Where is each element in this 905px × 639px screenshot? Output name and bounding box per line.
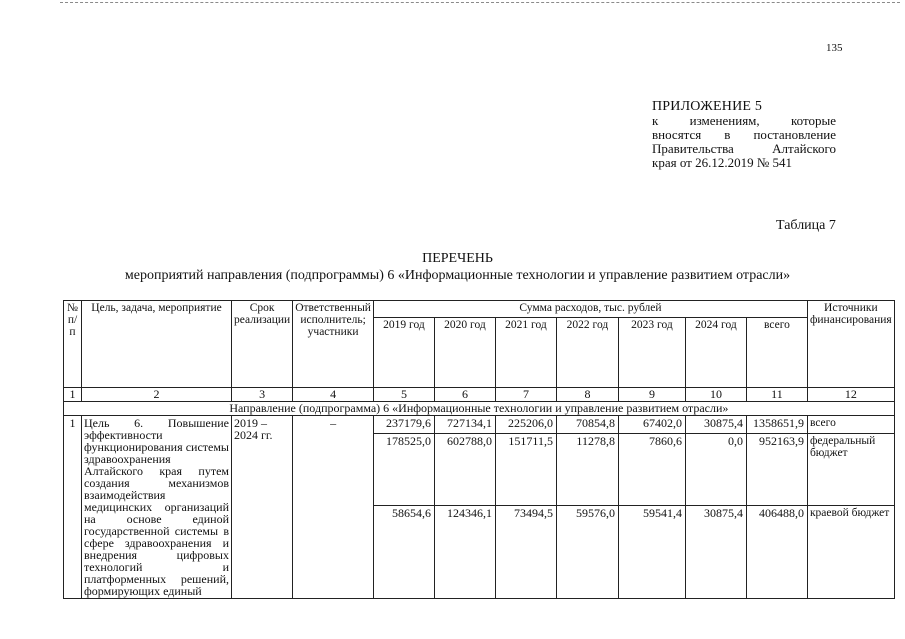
source-cell: краевой бюджет [807,505,894,598]
source-cell: всего [807,416,894,434]
value-cell: 7860,6 [618,434,685,506]
appendix-line: края от 26.12.2019 № 541 [652,156,792,170]
header-sources: Источники финансирования [807,301,894,388]
header-year: 2019 год [373,318,434,388]
header-no: № п/п [64,301,82,388]
value-cell: 237179,6 [373,416,434,434]
value-cell: 58654,6 [373,505,434,598]
value-cell: 225206,0 [495,416,556,434]
table-label: Таблица 7 [776,218,836,233]
column-number: 1 [64,388,82,402]
document-title: ПЕРЕЧЕНЬ [422,251,493,266]
value-cell: 0,0 [685,434,746,506]
header-goal: Цель, задача, мероприятие [82,301,232,388]
header-year: 2024 год [685,318,746,388]
header-sum: Сумма расходов, тыс. рублей [373,301,807,318]
table-row [64,416,895,434]
document-subtitle: мероприятий направления (подпрограммы) 6 «Информационные технологии и управление развитием отрасли» [124,268,791,283]
column-number: 2 [82,388,232,402]
value-cell: 73494,5 [495,505,556,598]
source-cell: федеральный бюджет [807,434,894,506]
column-number: 6 [434,388,495,402]
column-number: 11 [746,388,807,402]
appendix-block [652,100,836,170]
appendix-line: Правительства Алтайского [652,142,836,156]
value-cell: 30875,4 [685,416,746,434]
appendix-line: к изменениям, которые [652,114,836,128]
term-cell: 2019 – 2024 гг. [232,416,293,599]
value-cell: 952163,9 [746,434,807,506]
value-cell: 124346,1 [434,505,495,598]
value-cell: 151711,5 [495,434,556,506]
value-cell: 67402,0 [618,416,685,434]
header-total: всего [746,318,807,388]
value-cell: 178525,0 [373,434,434,506]
value-cell: 30875,4 [685,505,746,598]
column-number: 8 [556,388,618,402]
value-cell: 602788,0 [434,434,495,506]
goal-text: Цель 6. Повышение эффективности функционирования системы здравоохранения Алтайского края путем создания механизмов взаимодействия медицинских организаций на основе единой государственной системы в сфере здравоохранения и внедрения цифровых технологий и платформенных решений, формирующих единый [82,416,232,599]
appendix-title: ПРИЛОЖЕНИЕ 5 [652,99,763,114]
value-cell: 59576,0 [556,505,618,598]
responsible-cell: – [293,416,374,599]
column-number: 4 [293,388,374,402]
column-number: 5 [373,388,434,402]
value-cell: 406488,0 [746,505,807,598]
section-row [64,402,895,416]
value-cell: 727134,1 [434,416,495,434]
measures-table [63,300,895,599]
column-number: 10 [685,388,746,402]
column-numbers-row [64,388,895,402]
header-year: 2022 год [556,318,618,388]
value-cell: 59541,4 [618,505,685,598]
page-number: 135 [826,42,843,54]
column-number: 12 [807,388,894,402]
section-title: Направление (подпрограмма) 6 «Информационные технологии и управление развитием отрасли» [64,402,895,416]
value-cell: 1358651,9 [746,416,807,434]
header-year: 2020 год [434,318,495,388]
header-row [64,301,895,318]
header-year: 2023 год [618,318,685,388]
column-number: 7 [495,388,556,402]
value-cell: 70854,8 [556,416,618,434]
header-responsible: Ответственный исполнитель; участники [293,301,374,388]
row-number: 1 [64,416,82,599]
column-number: 3 [232,388,293,402]
header-term: Срок реализации [232,301,293,388]
header-year: 2021 год [495,318,556,388]
column-number: 9 [618,388,685,402]
scan-top-edge [60,2,900,3]
appendix-line: вносятся в постановление [652,128,836,142]
value-cell: 11278,8 [556,434,618,506]
